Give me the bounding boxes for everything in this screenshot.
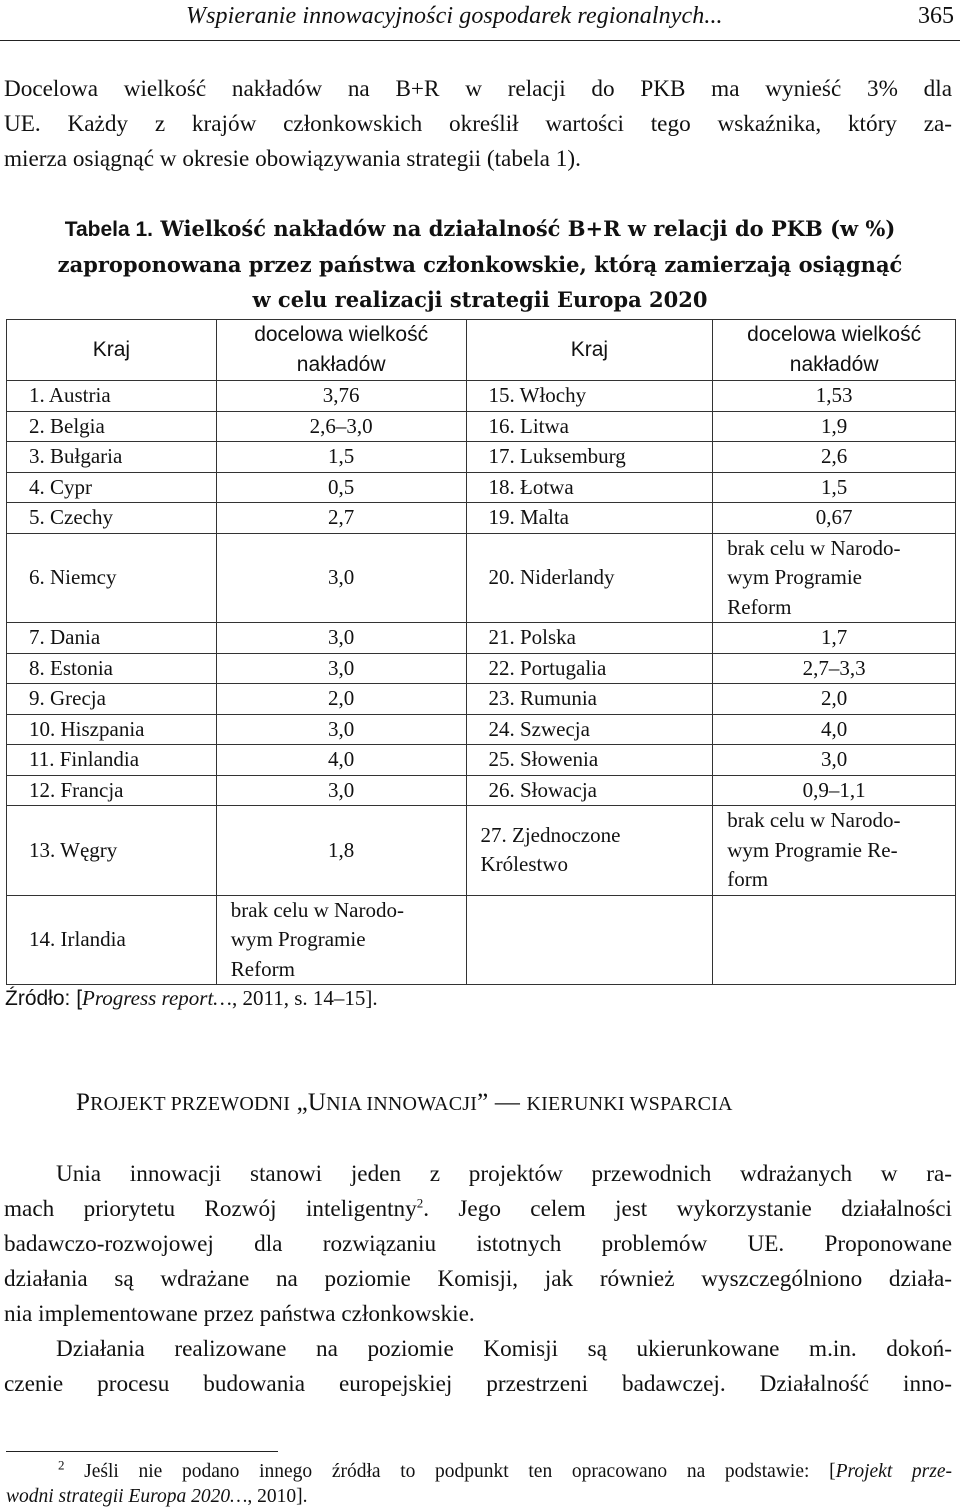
country-cell: 9. Grecja <box>7 684 217 715</box>
heading-part: — <box>488 1089 527 1116</box>
country-cell: 10. Hiszpania <box>7 714 217 745</box>
target-cell: 3,0 <box>216 714 466 745</box>
country-cell-line: 27. Zjednoczone <box>480 822 621 847</box>
body-line: działania są wdrażane na poziomie Komisji, jak również wyszczególniono działa- <box>4 1266 952 1292</box>
target-cell: 2,6 <box>713 442 956 473</box>
table-caption-text: zaproponowana przez państwa członkowskie, którą zamierzają osiągnąć <box>57 252 903 277</box>
country-cell: 16. Litwa <box>466 411 713 442</box>
footnote-title: Projekt prze- <box>835 1461 952 1482</box>
country-cell: 1. Austria <box>7 381 217 412</box>
target-cell: 3,0 <box>713 745 956 776</box>
country-cell: 11. Finlandia <box>7 745 217 776</box>
body-paragraph-2 <box>4 1332 952 1402</box>
heading-part: KIERUNKI WSPARCIA <box>526 1093 733 1115</box>
intro-line: mierza osiągnąć w okresie obowiązywania strategii (tabela 1). <box>4 146 581 172</box>
country-cell: 3. Bułgaria <box>7 442 217 473</box>
running-title: Wspieranie innowacyjności gospodarek regionalnych... <box>186 3 723 29</box>
table-row <box>7 653 956 684</box>
target-cell: 0,5 <box>216 472 466 503</box>
target-cell-line: Reform <box>230 956 295 981</box>
country-cell <box>466 895 713 985</box>
target-cell-line: Reform <box>727 594 792 619</box>
table-row <box>7 411 956 442</box>
country-cell: 18. Łotwa <box>466 472 713 503</box>
table-row <box>7 381 956 412</box>
table-row <box>7 442 956 473</box>
footnote <box>6 1459 952 1509</box>
header-target <box>216 320 466 381</box>
header-target-line: docelowa wielkość <box>254 323 429 346</box>
intro-line: UE. Każdy z krajów członkowskich określił wartości tego wskaźnika, który za- <box>4 111 952 137</box>
body-paragraph-1 <box>4 1157 952 1332</box>
target-cell: 0,9–1,1 <box>713 775 956 806</box>
footnote-text: , 2010]. <box>247 1486 308 1507</box>
table-row <box>7 806 956 896</box>
target-cell: 1,8 <box>216 806 466 896</box>
country-cell: 19. Malta <box>466 503 713 534</box>
table-row <box>7 895 956 985</box>
country-cell: 5. Czechy <box>7 503 217 534</box>
body-line-part: mach priorytetu Rozwój inteligentny <box>4 1196 417 1222</box>
target-cell: 2,7 <box>216 503 466 534</box>
table-body <box>7 381 956 985</box>
table-row <box>7 623 956 654</box>
heading-part: NIA INNOWACJI <box>326 1093 478 1115</box>
table-caption <box>30 211 930 317</box>
intro-paragraph <box>4 72 952 177</box>
target-cell: 1,7 <box>713 623 956 654</box>
target-cell: 3,0 <box>216 623 466 654</box>
target-cell <box>216 895 466 985</box>
footnote-text: Jeśli nie podano innego źródła to podpunkt ten opracowano na podstawie: [ <box>64 1461 836 1482</box>
country-cell: 21. Polska <box>466 623 713 654</box>
section-heading <box>76 1089 733 1117</box>
footnote-divider <box>6 1451 278 1452</box>
country-cell: 12. Francja <box>7 775 217 806</box>
target-cell: 3,0 <box>216 533 466 623</box>
body-line: Działania realizowane na poziomie Komisji są ukierunkowane m.in. dokoń- <box>56 1336 952 1362</box>
country-cell: 20. Niderlandy <box>466 533 713 623</box>
body-line: nia implementowane przez państwa członkowskie. <box>4 1301 475 1327</box>
table-caption-label: Tabela 1. <box>64 218 154 241</box>
target-cell: 1,9 <box>713 411 956 442</box>
table-caption-text: w celu realizacji strategii Europa 2020 <box>252 287 708 312</box>
target-cell: 2,0 <box>713 684 956 715</box>
rd-targets-table <box>6 319 956 985</box>
source-title: Progress report… <box>82 986 232 1010</box>
heading-part: P <box>76 1089 91 1116</box>
target-cell: 1,5 <box>216 442 466 473</box>
country-cell: 2. Belgia <box>7 411 217 442</box>
country-cell: 15. Włochy <box>466 381 713 412</box>
target-cell: 3,76 <box>216 381 466 412</box>
header-target-line: nakładów <box>789 353 879 376</box>
header-target <box>713 320 956 381</box>
body-line: czenie procesu budowania europejskiej przestrzeni badawczej. Działalność inno- <box>4 1371 952 1397</box>
table-row <box>7 503 956 534</box>
target-cell: 0,67 <box>713 503 956 534</box>
target-cell: 2,0 <box>216 684 466 715</box>
country-cell <box>466 806 713 896</box>
heading-part: ROJEKT PRZEWODNI <box>90 1093 291 1115</box>
country-cell: 22. Portugalia <box>466 653 713 684</box>
heading-part: ” <box>477 1089 489 1116</box>
table-row <box>7 472 956 503</box>
target-cell-line: wym Programie <box>727 565 862 589</box>
country-cell: 14. Irlandia <box>7 895 217 985</box>
target-cell: 2,6–3,0 <box>216 411 466 442</box>
table-row <box>7 533 956 623</box>
target-cell <box>713 806 956 896</box>
body-line: badawczo-rozwojowej dla rozwiązaniu istotnych problemów UE. Proponowane <box>4 1231 952 1257</box>
table-row <box>7 775 956 806</box>
target-cell: 4,0 <box>216 745 466 776</box>
header-country: Kraj <box>466 320 713 381</box>
target-cell-line: brak celu w Narodo- <box>230 897 404 922</box>
table-header-row <box>7 320 956 381</box>
table-row <box>7 714 956 745</box>
footnote-title: wodni strategii Europa 2020… <box>6 1486 248 1507</box>
table-row <box>7 684 956 715</box>
target-cell-line: brak celu w Narodo- <box>727 808 901 832</box>
target-cell: 1,53 <box>713 381 956 412</box>
country-cell: 8. Estonia <box>7 653 217 684</box>
target-cell: 1,5 <box>713 472 956 503</box>
target-cell-line: form <box>727 867 769 891</box>
source-label: Źródło: [ <box>5 987 83 1010</box>
header-target-line: nakładów <box>296 353 386 376</box>
footnote-ref: 2 <box>416 1195 424 1211</box>
target-cell: 2,7–3,3 <box>713 653 956 684</box>
target-cell-line: wym Programie <box>230 927 366 951</box>
target-cell: 3,0 <box>216 775 466 806</box>
header-country: Kraj <box>7 320 217 381</box>
country-cell: 6. Niemcy <box>7 533 217 623</box>
country-cell-line: Królestwo <box>480 852 568 877</box>
country-cell: 13. Węgry <box>7 806 217 896</box>
target-cell <box>713 533 956 623</box>
country-cell: 24. Szwecja <box>466 714 713 745</box>
country-cell: 7. Dania <box>7 623 217 654</box>
body-line-part: . Jego celem jest wykorzystanie działalności <box>423 1196 952 1222</box>
target-cell <box>713 895 956 985</box>
body-line <box>4 1192 952 1227</box>
country-cell: 4. Cypr <box>7 472 217 503</box>
footnote-mark: 2 <box>58 1457 65 1473</box>
target-cell: 4,0 <box>713 714 956 745</box>
target-cell-line: brak celu w Narodo- <box>727 535 901 560</box>
heading-part: „U <box>290 1089 327 1116</box>
table-source <box>5 986 378 1011</box>
page-header <box>0 0 960 41</box>
page-number: 365 <box>918 3 954 29</box>
source-details: , 2011, s. 14–15]. <box>231 986 378 1010</box>
target-cell-line: wym Programie Re- <box>727 837 898 862</box>
country-cell: 26. Słowacja <box>466 775 713 806</box>
header-target-line: docelowa wielkość <box>747 323 922 346</box>
body-line: Unia innowacji stanowi jeden z projektów przewodnich wdrażanych w ra- <box>56 1161 952 1187</box>
footnote-line <box>6 1484 952 1509</box>
country-cell: 25. Słowenia <box>466 745 713 776</box>
target-cell: 3,0 <box>216 653 466 684</box>
table-caption-text: Wielkość nakładów na działalność B+R w relacji do PKB (w %) <box>153 216 896 241</box>
intro-line: Docelowa wielkość nakładów na B+R w relacji do PKB ma wynieść 3% dla <box>4 76 952 102</box>
country-cell: 23. Rumunia <box>466 684 713 715</box>
table-row <box>7 745 956 776</box>
footnote-line <box>6 1459 952 1484</box>
country-cell: 17. Luksemburg <box>466 442 713 473</box>
